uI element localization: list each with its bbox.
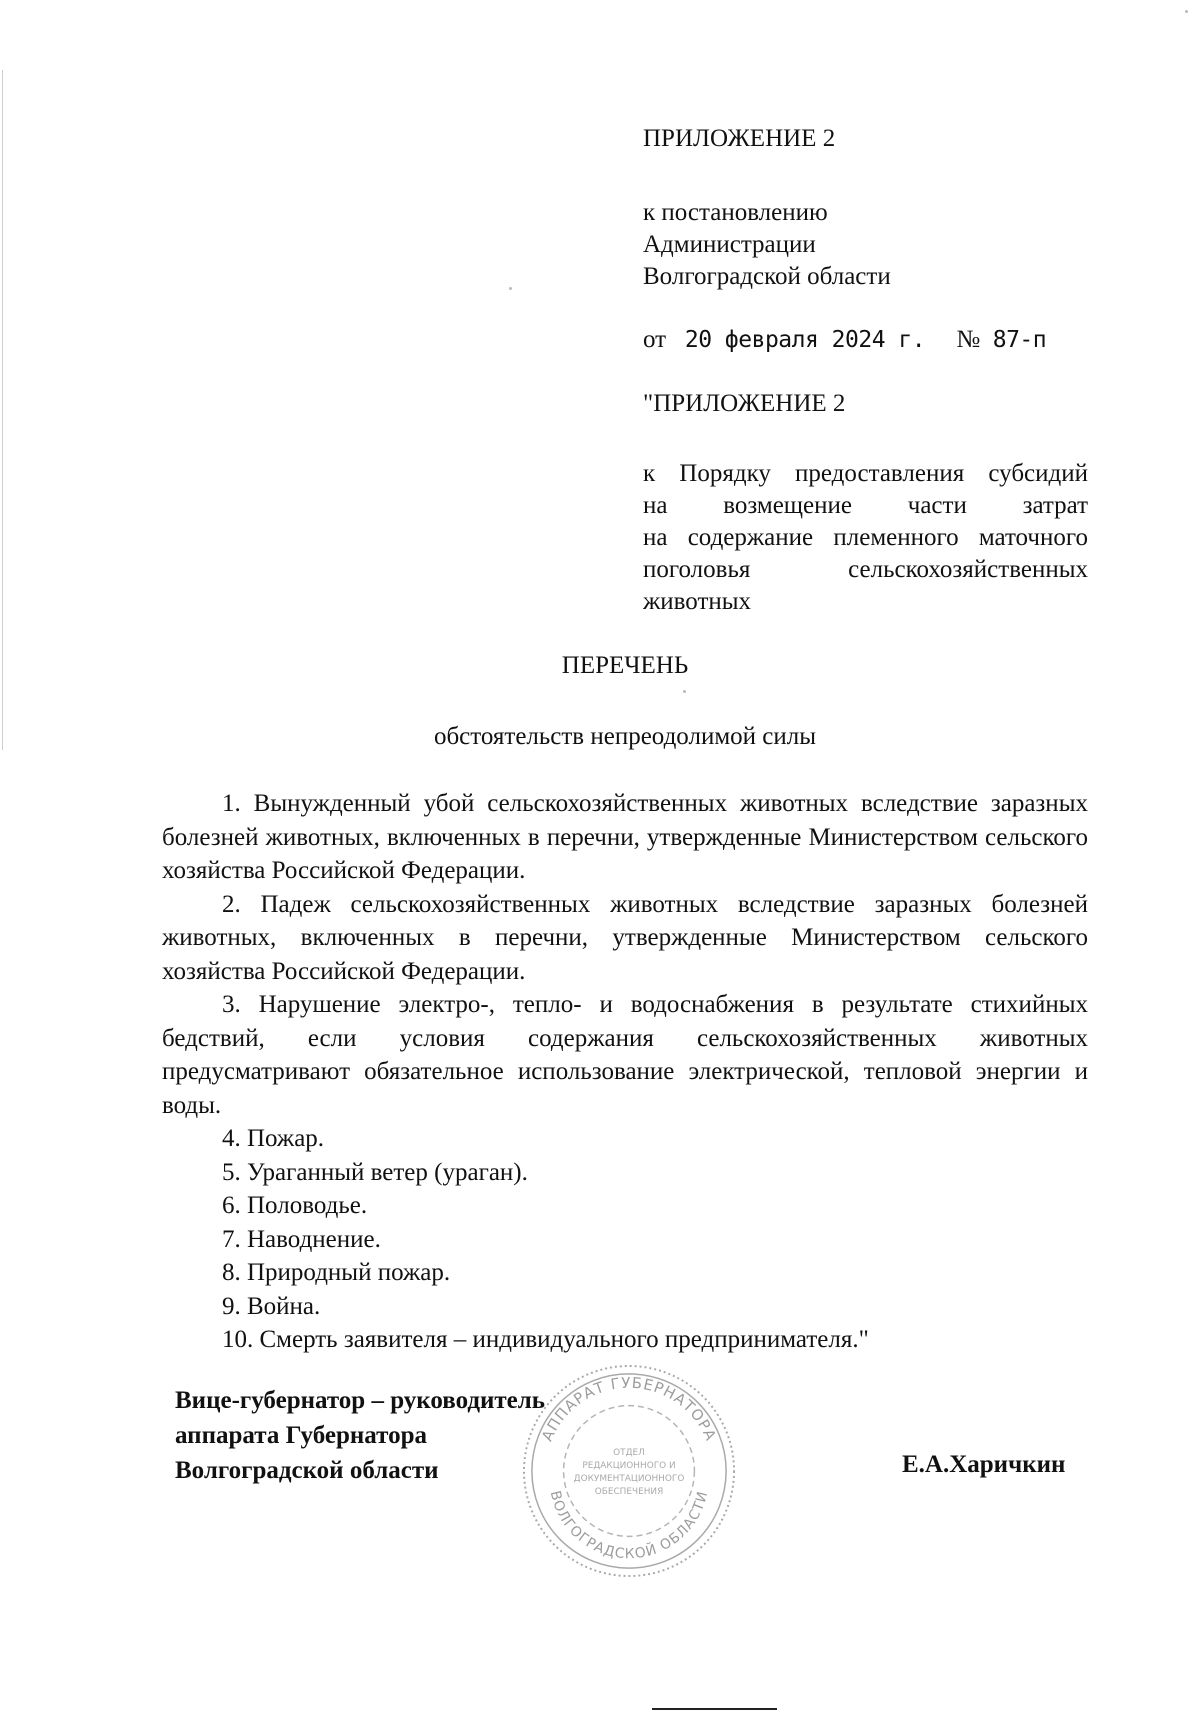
appendix-heading-quoted [643,388,1088,420]
number-prefix: № [956,326,981,353]
position-line: аппарата Губернатора [175,1422,427,1449]
resolution-date-number [643,326,1046,354]
appendix-label-quoted: "ПРИЛОЖЕНИЕ 2 [643,390,846,417]
resolution-line: Волгоградской области [643,263,891,290]
list-item: 3. Нарушение электро-, тепло- и водоснабжения в результате стихийных бедствий, если условия содержания сельскохозяйственных животных предусматривают обязательное использование электрической, тепловой энергии и воды. [162,991,1088,1119]
circumstances-list [162,787,1088,1357]
svg-text:АППАРАТ ГУБЕРНАТОРА [538,1374,720,1444]
date-prefix: от [643,326,667,353]
resolution-line: к постановлению [643,199,828,226]
list-item: 7. Наводнение. [222,1225,381,1253]
procedure-line: животных [643,588,752,615]
seal-center-line: ОТДЕЛ [613,1448,645,1459]
footer-rule [652,1708,777,1710]
list-item: 1. Вынужденный убой сельскохозяйственных животных вследствие заразных болезней животных, включенных в перечни, утвержденные Министерством сельского хозяйства Российской Федерации. [162,790,1088,884]
procedure-line: на содержание племенного маточного [643,524,1088,551]
resolution-reference [643,197,1088,293]
scan-edge-line [2,70,3,750]
procedure-line: поголовья сельскохозяйственных [643,556,1088,583]
procedure-reference [643,458,1088,618]
document-title: ПЕРЕЧЕНЬ [561,652,689,679]
list-item: 4. Пожар. [222,1125,325,1152]
seal-center-line: РЕДАКЦИОННОГО И [582,1461,676,1472]
scan-speck [683,690,686,693]
list-item: 5. Ураганный ветер (ураган). [222,1158,528,1186]
seal-ring-bottom: ВОЛГОГРАДСКОЙ ОБЛАСТИ [546,1489,712,1563]
list-item: 2. Падеж сельскохозяйственных животных вследствие заразных болезней животных, включенных в перечни, утвержденные Министерством сельского хозяйства Российской Федерации. [162,890,1088,985]
procedure-line: на возмещение части затрат [643,492,1088,519]
list-item: 9. Война. [222,1292,321,1320]
appendix-label: ПРИЛОЖЕНИЕ 2 [643,125,836,152]
procedure-line: к Порядку предоставления субсидий [643,460,1088,487]
list-item: 6. Половодье. [222,1192,368,1219]
position-line: Вице-губернатор – руководитель [175,1387,546,1414]
resolution-number: 87-п [992,327,1047,353]
document-subtitle: обстоятельств непреодолимой силы [433,723,817,750]
seal-ring-top: АППАРАТ ГУБЕРНАТОРА [537,1373,721,1444]
signatory-position [175,1383,545,1488]
list-item: 10. Смерть заявителя – индивидуального предпринимателя." [222,1326,869,1353]
position-line: Волгоградской области [175,1457,439,1484]
scan-speck [1185,10,1188,13]
list-item: 8. Природный пожар. [222,1259,451,1286]
signatory-name: Е.А.Харичкин [902,1451,1066,1478]
seal-center-line: ОБЕСПЕЧЕНИЯ [594,1486,664,1497]
svg-text:ВОЛГОГРАДСКОЙ ОБЛАСТИ [546,1486,712,1563]
resolution-date: 20 февраля 2024 г. [684,327,926,353]
seal-center-line: ДОКУМЕНТАЦИОННОГО [573,1473,685,1484]
official-seal [520,1362,738,1580]
appendix-heading [643,123,1088,155]
resolution-line: Администрации [643,231,816,258]
scan-speck [509,287,512,290]
